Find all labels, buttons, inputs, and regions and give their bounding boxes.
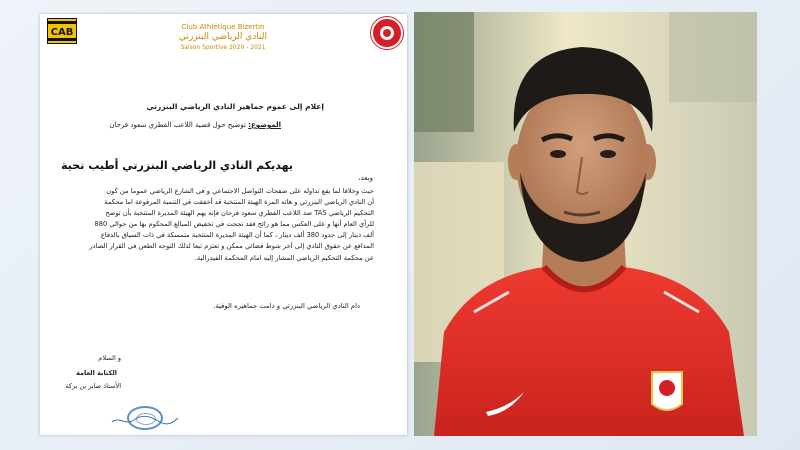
greeting: يهديكم النادي الرياضي البنزرتي أطيب تحية (61, 159, 293, 172)
paragraph-line: التحكيم الرياضي TAS ضد اللاعب القطري سعود فرحان فإنه يهم الهيئة المديرة المنتخبة بأن توضح (105, 209, 374, 218)
letter-document (40, 14, 407, 435)
signatory-name: الأستاذ صابر بن بركة (65, 382, 121, 390)
support-line: دام النادي الرياضي البنزرتي و دامت جماهيره الوفية. (213, 302, 360, 310)
paragraph-line: للرأي العام أنها و على العكس مما هو رائج فقد نجحت في تخفيض المبالغ المحكوم بها من حوالي 880 (94, 220, 374, 229)
player-portrait-image (414, 12, 757, 436)
paragraph-line: المدافع عن حقوق النادي إلى آخر شوط قضائي ممكن و تعتزم تبعا لذلك التوجه الطعن في القرار الصادر (89, 242, 374, 251)
player-photo (414, 12, 757, 436)
and-after: وبعد، (358, 174, 373, 182)
statement-paragraph (56, 186, 374, 264)
paragraph-line: عن محكمة التحكيم الرياضي المشار إليه امام المحكمة الفيدرالية. (194, 253, 374, 262)
tunisian-federation-crest-icon (371, 17, 403, 49)
announcement-title: إعلام إلى عموم جماهير النادي الرياضي البنزرتي (146, 102, 324, 111)
season-label: Saison Sportive 2020 - 2021 (180, 44, 266, 51)
club-name-french: Club Athlétique Bizertin (181, 23, 265, 31)
subject-label: الموضوع: (248, 121, 281, 129)
signature (110, 414, 180, 426)
paragraph-line: حيث وخلافا لما يقع تداوله على صفحات التواصل الاجتماعي و في الشارع الرياضي عموما من كون (106, 187, 374, 195)
club-name-arabic: النادي الرياضي البنزرتي (178, 32, 268, 42)
subject-text: توضيح حول قضية اللاعب القطري سعود فرحان (109, 121, 249, 129)
paragraph-line: أن النادي الرياضي البنزرتي و هاته المرة الهيئة المنتخبة قد أخفقت في التنمية المرفوعة اما محكمة (104, 198, 374, 207)
cab-crest-icon: CAB (47, 18, 77, 44)
closing-line: و السلام (98, 354, 121, 362)
club-crest-badge-icon (652, 372, 682, 410)
subject-line (109, 121, 281, 129)
signatory-title: الكتابة العامة (76, 369, 117, 377)
paragraph-line: ألف دينار إلى حدود 380 ألف دينار ، كما أن الهيئة المديرة المنتخبة متمسكة في ذات السياق بالدفاع (100, 231, 374, 240)
